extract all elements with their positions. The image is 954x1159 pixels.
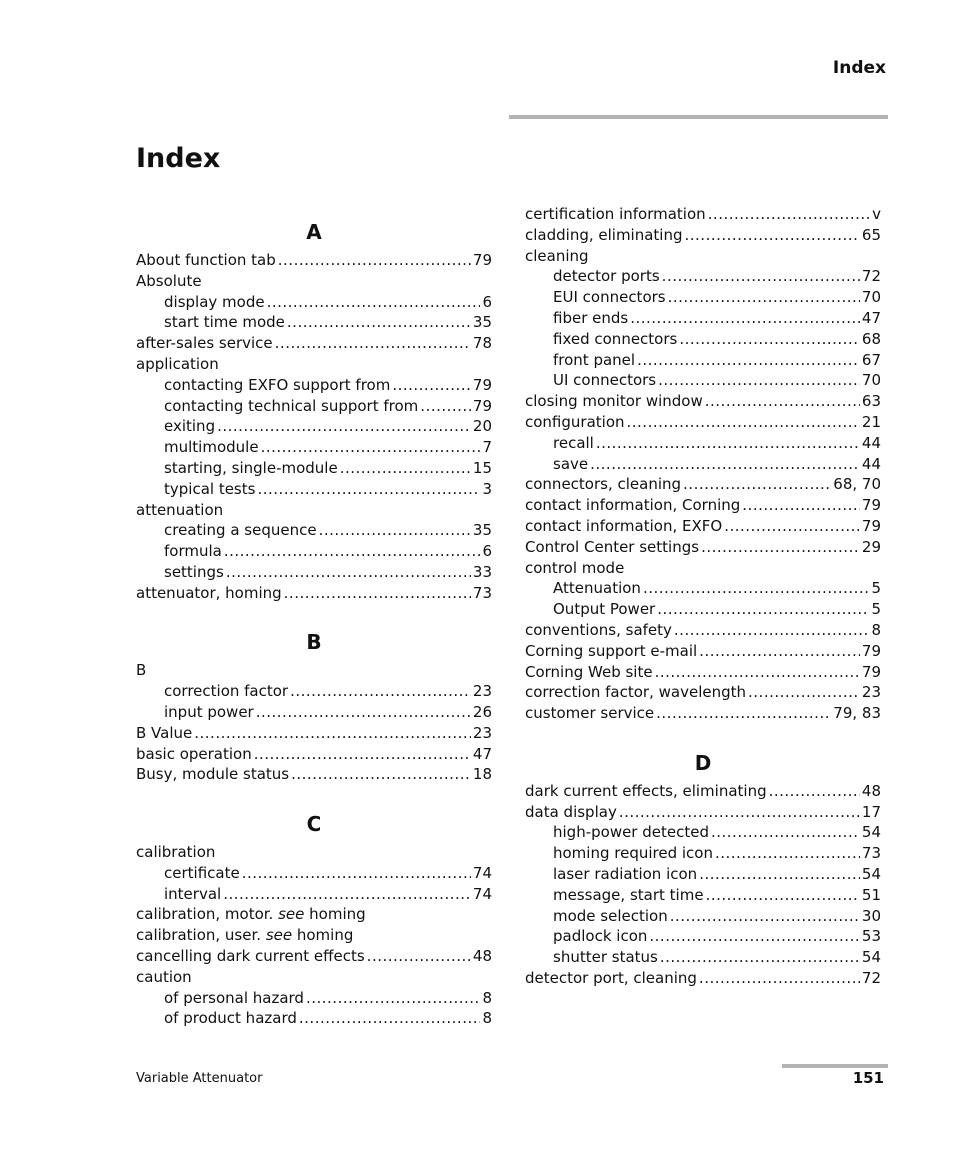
index-entry: Absolute bbox=[136, 271, 202, 290]
index-entry: contact information, Corning ..... 79 bbox=[525, 495, 881, 516]
index-entry: application bbox=[136, 354, 219, 373]
index-subentry: detector ports ..... 72 bbox=[525, 266, 881, 287]
index-entry: basic operation ..... 47 bbox=[136, 744, 492, 765]
index-entry: B bbox=[136, 661, 147, 680]
index-entry: configuration ..... 21 bbox=[525, 412, 881, 433]
index-subentry: of product hazard ..... 8 bbox=[136, 1008, 492, 1029]
section-letter-b: B bbox=[306, 630, 322, 655]
index-subentry: laser radiation icon ..... 54 bbox=[525, 864, 881, 885]
index-subentry: message, start time ..... 51 bbox=[525, 885, 881, 906]
footer-page-number: 151 bbox=[852, 1069, 884, 1087]
index-subentry: homing required icon ..... 73 bbox=[525, 843, 881, 864]
index-subentry: high-power detected ..... 54 bbox=[525, 822, 881, 843]
index-entry: attenuation bbox=[136, 500, 224, 519]
index-subentry: Attenuation ..... 5 bbox=[525, 578, 881, 599]
index-subentry: padlock icon ..... 53 bbox=[525, 926, 881, 947]
index-entry: About function tab ..... 79 bbox=[136, 250, 492, 271]
index-subentry: EUI connectors ..... 70 bbox=[525, 287, 881, 308]
index-subentry: display mode ..... 6 bbox=[136, 292, 492, 313]
index-subentry: certificate ..... 74 bbox=[136, 863, 492, 884]
index-entry: correction factor, wavelength ..... 23 bbox=[525, 682, 881, 703]
index-entry: control mode bbox=[525, 558, 625, 577]
index-subentry: typical tests ..... 3 bbox=[136, 479, 492, 500]
index-entry: attenuator, homing ..... 73 bbox=[136, 583, 492, 604]
index-entry: cladding, eliminating ..... 65 bbox=[525, 225, 881, 246]
section-letter-a: A bbox=[306, 220, 322, 244]
index-entry: cleaning bbox=[525, 246, 589, 265]
running-header-title: Index bbox=[832, 58, 886, 78]
index-subentry: input power ..... 26 bbox=[136, 702, 492, 723]
index-subentry: settings ..... 33 bbox=[136, 562, 492, 583]
index-entry: data display ..... 17 bbox=[525, 802, 881, 823]
index-subentry: fixed connectors ..... 68 bbox=[525, 329, 881, 350]
index-entry: after-sales service ..... 78 bbox=[136, 333, 492, 354]
index-subentry: shutter status ..... 54 bbox=[525, 947, 881, 968]
index-entry: B Value ..... 23 bbox=[136, 723, 492, 744]
index-entry: conventions, safety ..... 8 bbox=[525, 620, 881, 641]
index-entry: Corning support e-mail ..... 79 bbox=[525, 641, 881, 662]
index-subentry: contacting EXFO support from ..... 79 bbox=[136, 375, 492, 396]
index-column-right bbox=[525, 204, 881, 989]
section-letter-c: C bbox=[306, 811, 322, 836]
index-entry: certification information ..... v bbox=[525, 204, 881, 225]
index-entry: calibration bbox=[136, 842, 216, 861]
index-column-left bbox=[136, 214, 492, 1029]
header-rule bbox=[509, 115, 888, 119]
index-subentry: starting, single-module ..... 15 bbox=[136, 458, 492, 479]
index-entry: caution bbox=[136, 967, 192, 986]
index-subentry: formula ..... 6 bbox=[136, 541, 492, 562]
footer-rule bbox=[782, 1064, 888, 1068]
index-subentry: recall ..... 44 bbox=[525, 433, 881, 454]
index-subentry: of personal hazard ..... 8 bbox=[136, 988, 492, 1009]
index-subentry: start time mode ..... 35 bbox=[136, 312, 492, 333]
index-subentry: Output Power ..... 5 bbox=[525, 599, 881, 620]
index-entry: Control Center settings ..... 29 bbox=[525, 537, 881, 558]
index-subentry: save ..... 44 bbox=[525, 454, 881, 475]
index-entry: detector port, cleaning ..... 72 bbox=[525, 968, 881, 989]
index-entry-see: calibration, motor. see homing bbox=[136, 905, 366, 924]
index-subentry: multimodule ..... 7 bbox=[136, 437, 492, 458]
index-subentry: contacting technical support from ..... 79 bbox=[136, 396, 492, 417]
footer-document-title: Variable Attenuator bbox=[136, 1071, 263, 1086]
index-subentry: correction factor ..... 23 bbox=[136, 681, 492, 702]
index-subentry: fiber ends ..... 47 bbox=[525, 308, 881, 329]
index-entry-see: calibration, user. see homing bbox=[136, 926, 354, 945]
index-subentry: creating a sequence ..... 35 bbox=[136, 520, 492, 541]
section-letter-d: D bbox=[694, 750, 712, 775]
index-entry: Corning Web site ..... 79 bbox=[525, 662, 881, 683]
index-entry: dark current effects, eliminating ..... 48 bbox=[525, 781, 881, 802]
index-subentry: interval ..... 74 bbox=[136, 884, 492, 905]
index-subentry: UI connectors ..... 70 bbox=[525, 370, 881, 391]
index-subentry: exiting ..... 20 bbox=[136, 416, 492, 437]
index-subentry: mode selection ..... 30 bbox=[525, 906, 881, 927]
index-entry: Busy, module status ..... 18 bbox=[136, 764, 492, 785]
index-subentry: front panel ..... 67 bbox=[525, 350, 881, 371]
index-entry: customer service ..... 79, 83 bbox=[525, 703, 881, 724]
index-entry: cancelling dark current effects ..... 48 bbox=[136, 946, 492, 967]
index-entry: connectors, cleaning ..... 68, 70 bbox=[525, 474, 881, 495]
index-entry: contact information, EXFO ..... 79 bbox=[525, 516, 881, 537]
page-title: Index bbox=[136, 143, 221, 174]
index-entry: closing monitor window ..... 63 bbox=[525, 391, 881, 412]
